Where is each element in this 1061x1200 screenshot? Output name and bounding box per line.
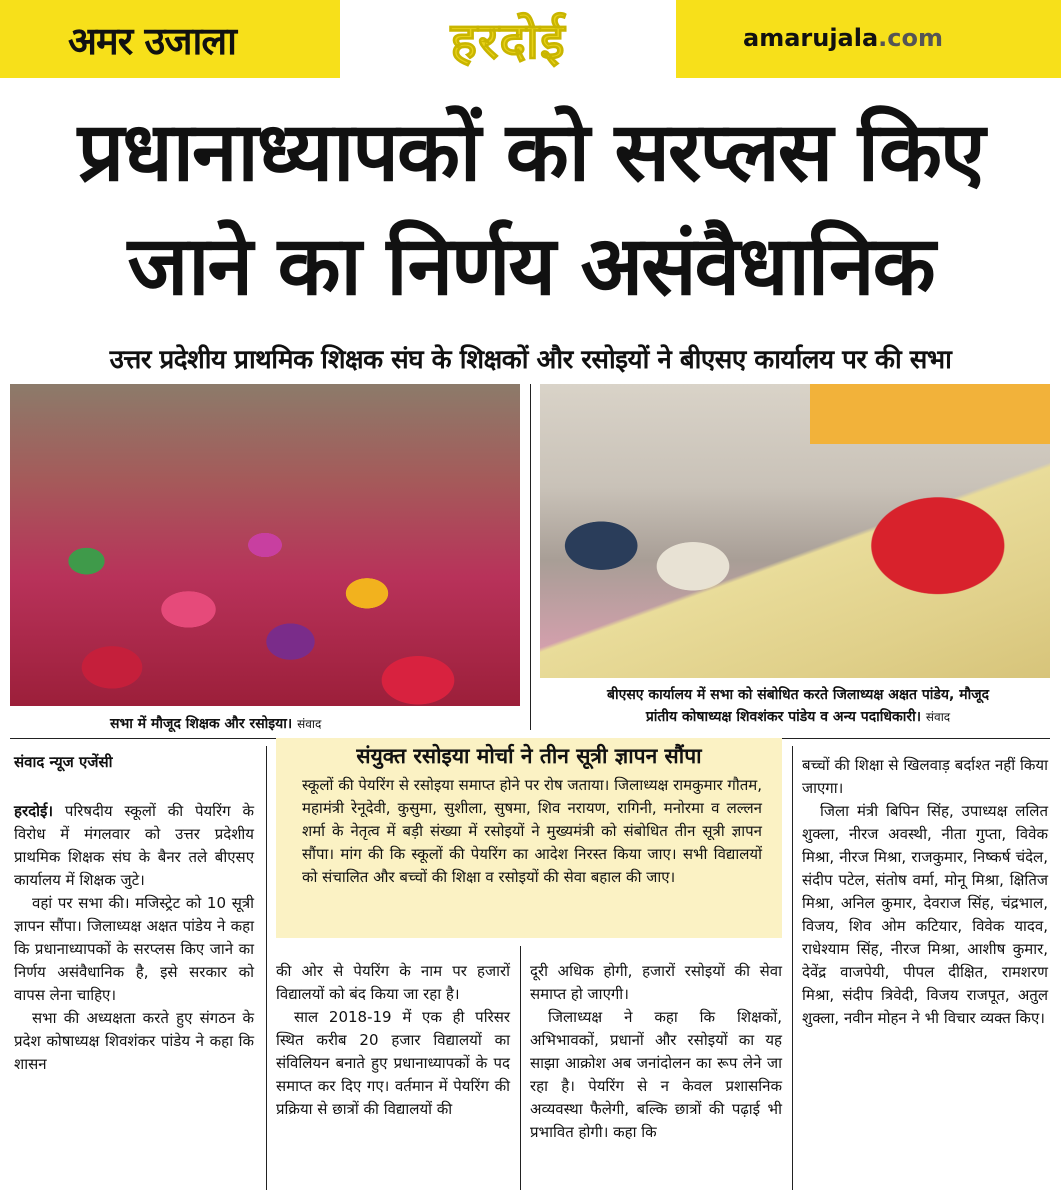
caption-2-credit: संवाद: [925, 710, 951, 724]
col1-para-2: वहां पर सभा की। मजिस्ट्रेट को 10 सूत्री ज्ञापन सौंपा। जिलाध्यक्ष अक्षत पांडेय ने कहा कि प्रधानाध्यापकों के सरप्लस किए जाने का निर्णय असंवैधानिक है, इसे सरकार को वापस लेना चाहिए।: [14, 894, 254, 1004]
caption-2-line-2: प्रांतीय कोषाध्यक्ष शिवशंकर पांडेय व अन्य पदाधिकारी।: [645, 709, 922, 725]
sidebar-box-text: [302, 774, 762, 889]
headline-line-2: जाने का निर्णय असंवैधानिक: [127, 219, 934, 314]
column-divider-1: [266, 746, 267, 1190]
newspaper-logo: अमर उजाला: [68, 19, 236, 63]
article-column-4: [802, 754, 1048, 1030]
caption-1-credit: संवाद: [297, 717, 322, 731]
caption-1-text: सभा में मौजूद शिक्षक और रसोइया।: [110, 716, 293, 732]
dateline: हरदोई।: [14, 802, 54, 820]
article-column-1: [14, 800, 254, 1076]
col1-para-1: परिषदीय स्कूलों की पेयरिंग के विरोध में मंगलवार को उत्तर प्रदेशीय प्राथमिक शिक्षक संघ के बैनर तले बीएसए कार्यालय में शिक्षक जुटे।: [14, 802, 254, 889]
website-url: [743, 24, 943, 52]
caption-2-line-1: बीएसए कार्यालय में सभा को संबोधित करते जिलाध्यक्ष अक्षत पांडेय, मौजूद: [606, 687, 990, 703]
column-divider-3: [792, 746, 793, 1190]
masthead: [0, 0, 1061, 78]
col4-para-1: बच्चों की शिक्षा से खिलवाड़ बर्दाश्त नहीं किया जाएगा।: [802, 756, 1048, 797]
photo-gathering: [10, 384, 520, 706]
photo-banner: [810, 384, 1050, 444]
article-column-3: [530, 960, 782, 1144]
col2-para-2: साल 2018-19 में एक ही परिसर स्थित करीब 20 हजार विद्यालयों का संविलियन बनाते हुए प्रधानाध्यापकों के पद समाप्त कर दिए गए। वर्तमान में पेयरिंग की प्रक्रिया से छात्रों की विद्यालयों की: [276, 1008, 510, 1118]
photo-caption-2: [548, 684, 1048, 728]
site-main: amarujala: [743, 24, 879, 52]
sidebar-box-title: संयुक्त रसोइया मोर्चा ने तीन सूत्री ज्ञापन सौंपा: [356, 744, 702, 768]
news-agency: संवाद न्यूज एजेंसी: [14, 753, 113, 771]
col4-para-2: जिला मंत्री बिपिन सिंह, उपाध्यक्ष ललित शुक्ला, नीरज अवस्थी, नीता गुप्ता, विवेक मिश्रा, नीरज मिश्रा, राजकुमार, निष्कर्ष चंदेल, संदीप पटेल, संतोष वर्मा, मोनू मिश्रा, क्षितिज मिश्रा, अनिल कुमार, देवराज सिंह, चंद्रभाल, विजय, शिव ओम कटियार, विवेक यादव, राधेश्याम सिंह, नीरज मिश्रा, आशीष कुमार, देवेंद्र वाजपेयी, पीपल दीक्षित, रामशरण मिश्रा, संदीप त्रिवेदी, विजय राजपूत, अतुल शुक्ला, नवीन मोहन ने भी विचार व्यक्त किए।: [802, 802, 1048, 1027]
col3-para-2: जिलाध्यक्ष ने कहा कि शिक्षकों, अभिभावकों, प्रधानों और रसोइयों का यह साझा आक्रोश अब जनांदोलन का रूप लेने जा रहा है। पेयरिंग से न केवल प्रशासनिक अव्यवस्था फैलेगी, बल्कि छात्रों की पढ़ाई भी प्रभावित होगी। कहा कि: [530, 1008, 782, 1141]
photo-speaker: [540, 384, 1050, 678]
headline-line-1: प्रधानाध्यापकों को सरप्लस किए: [77, 105, 984, 200]
article-column-2: [276, 960, 510, 1121]
headline: [0, 96, 1061, 324]
subheadline: उत्तर प्रदेशीय प्राथमिक शिक्षक संघ के शिक्षकों और रसोइयों ने बीएसए कार्यालय पर की सभा: [109, 345, 952, 375]
col2-para-1: की ओर से पेयरिंग के नाम पर हजारों विद्यालयों को बंद किया जा रहा है।: [276, 962, 510, 1003]
column-divider-2: [520, 946, 521, 1190]
sidebar-box-para: स्कूलों की पेयरिंग से रसोइया समाप्त होने पर रोष जताया। जिलाध्यक्ष रामकुमार गौतम, महामंत्री रेनूदेवी, कुसुमा, सुशीला, सुषमा, शिव नरायण, रागिनी, मनोरमा व लल्लन शर्मा के नेतृत्व में बड़ी संख्या में रसोइयों ने मुख्यमंत्री को संबोधित तीन सूत्री ज्ञापन सौंपा। मांग की कि स्कूलों की पेयरिंग का आदेश निरस्त किया जाए। सभी विद्यालयों को संचालित और बच्चों की शिक्षा व रसोइयों की सेवा बहाल की जाए।: [302, 776, 762, 886]
photo-divider: [530, 384, 531, 730]
photo-caption-1: [110, 714, 321, 733]
site-suffix: .com: [878, 24, 944, 52]
edition-name: हरदोई: [450, 12, 566, 70]
col1-para-3: सभा की अध्यक्षता करते हुए संगठन के प्रदेश कोषाध्यक्ष शिवशंकर पांडेय ने कहा कि शासन: [14, 1009, 254, 1073]
col3-para-1: दूरी अधिक होगी, हजारों रसोइयों की सेवा समाप्त हो जाएगी।: [530, 962, 782, 1003]
edition-box: [340, 0, 676, 78]
